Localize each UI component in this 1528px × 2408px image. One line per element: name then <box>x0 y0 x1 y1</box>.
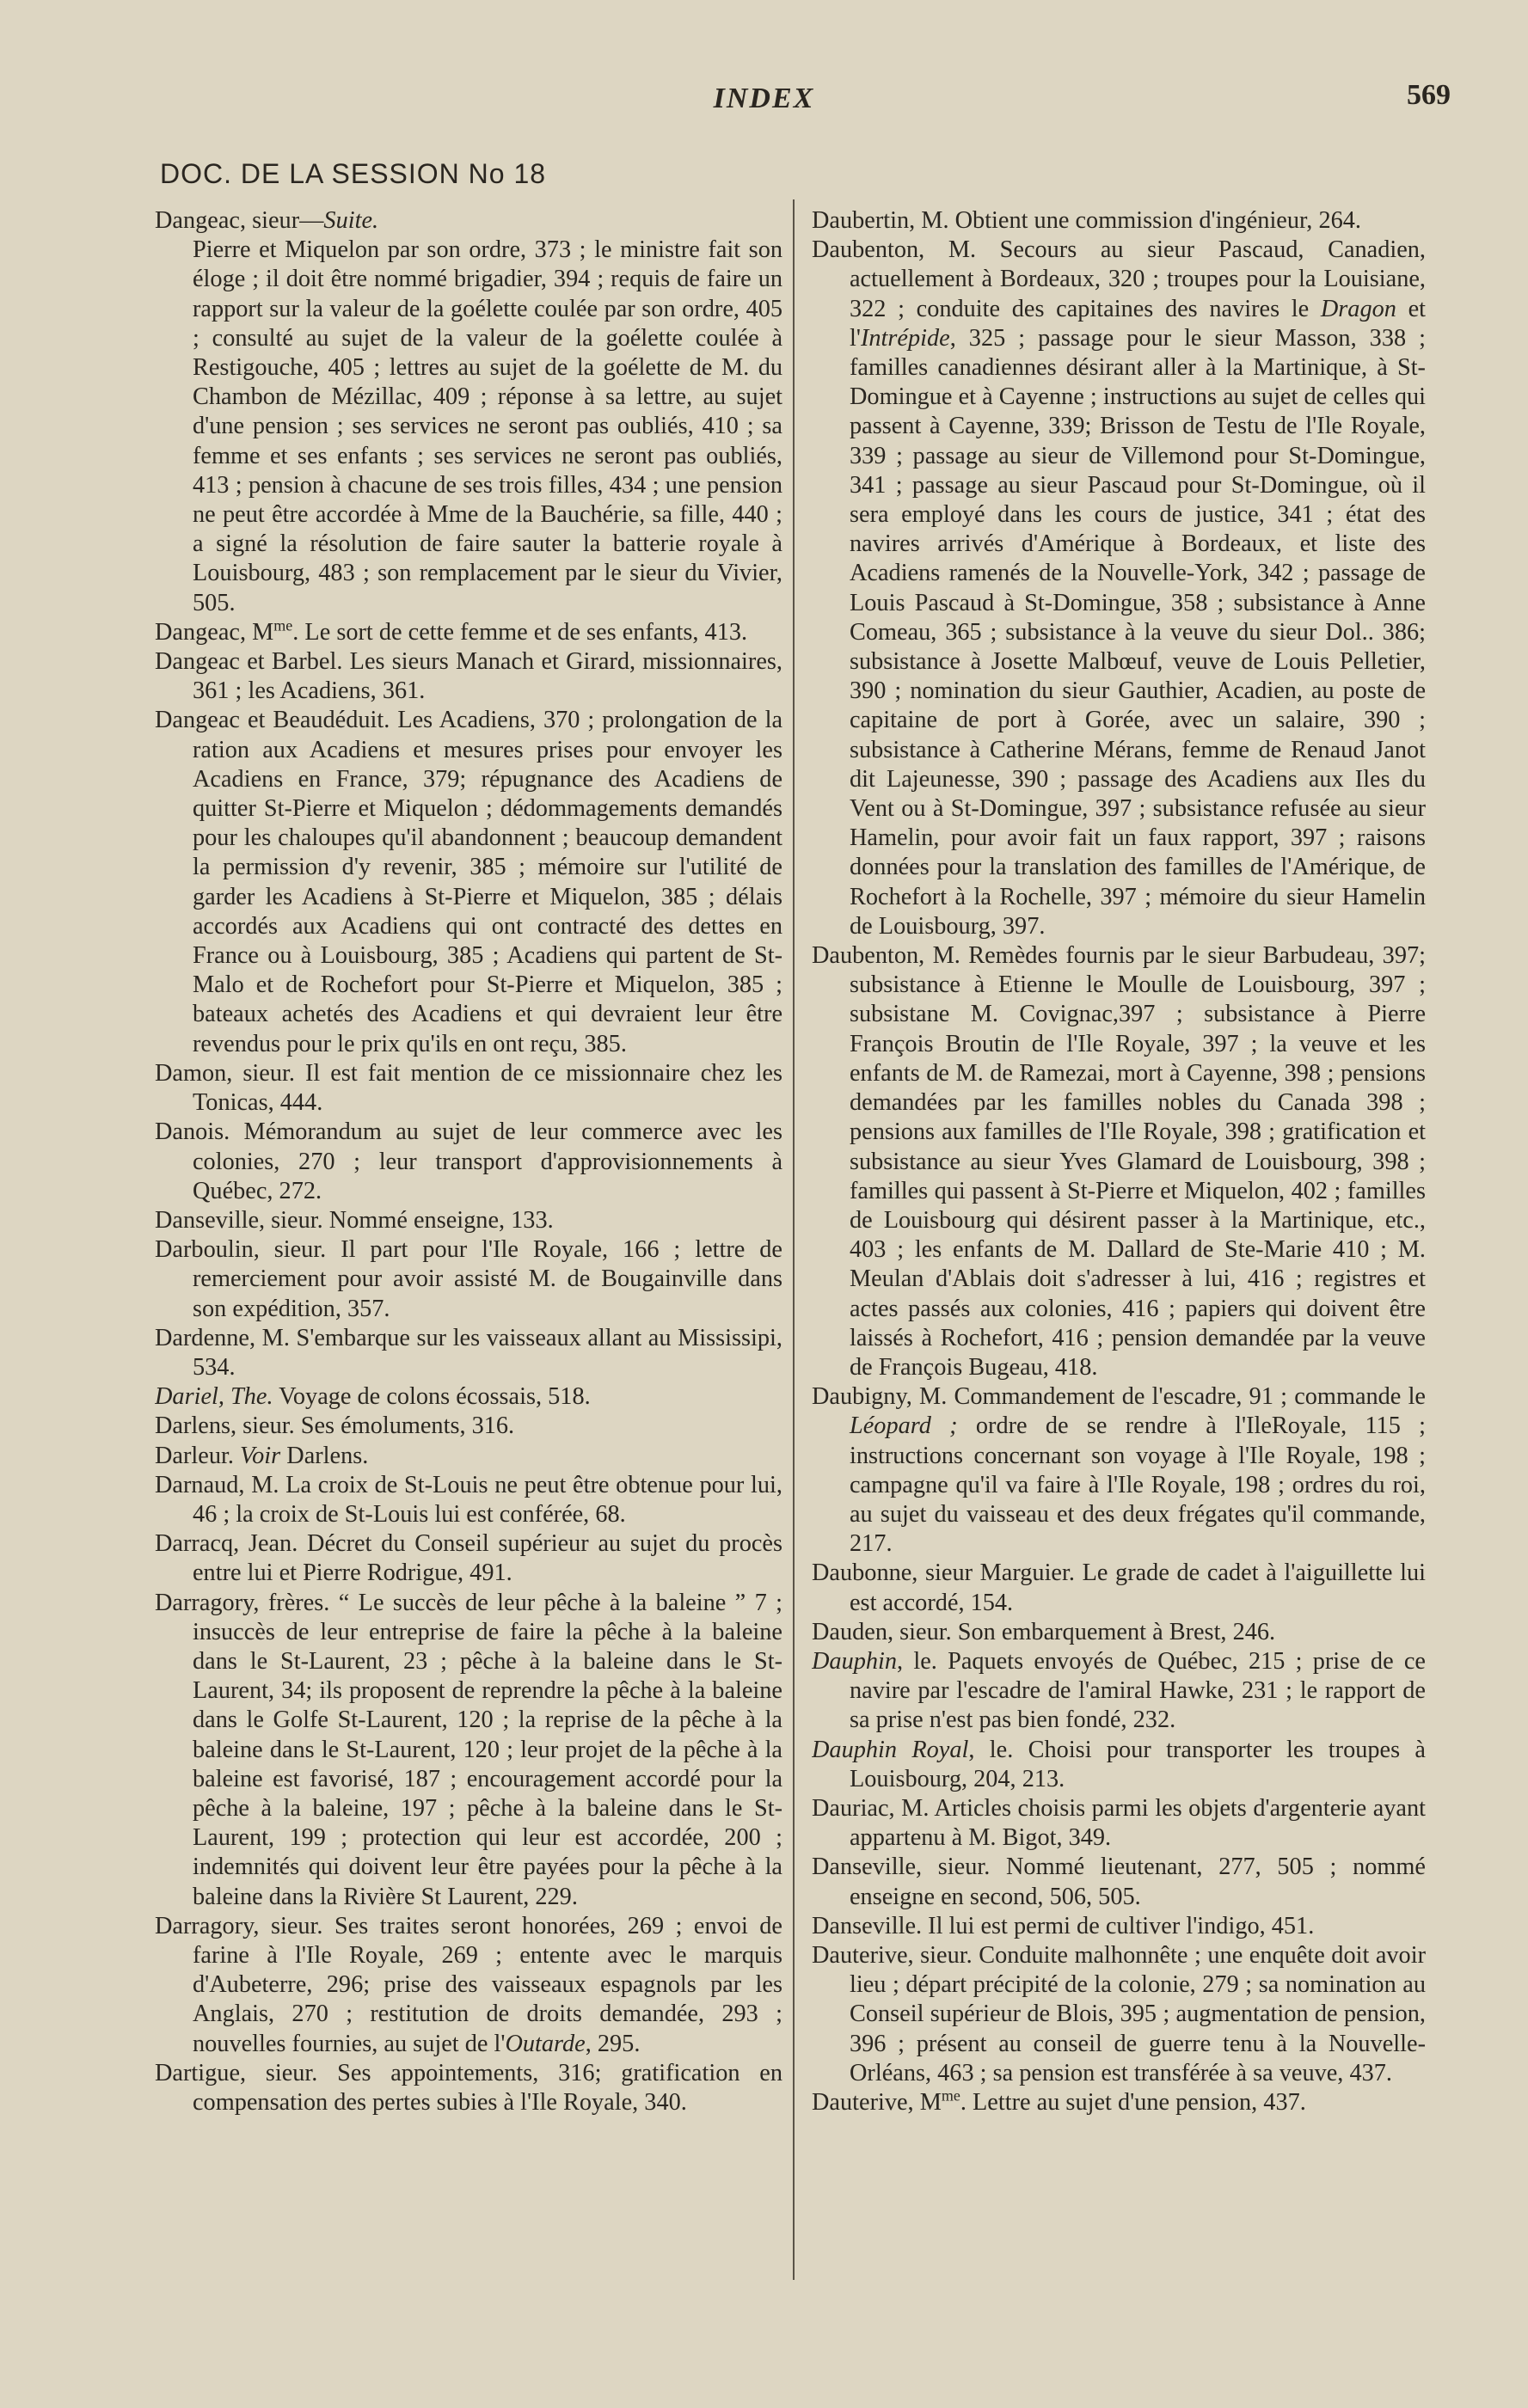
index-entry <box>155 2059 782 2117</box>
entry-superscript: me <box>273 616 293 634</box>
index-entry <box>812 1618 1426 1647</box>
entry-text: Mémorandum au sujet de leur commerce avec les colonies, 270 ; leur transport d'approvisionnements à Québec, 272. <box>193 1118 782 1204</box>
entry-heading-rest: , le. <box>897 1647 937 1675</box>
entry-italic-text: Intrépide <box>860 324 950 352</box>
entry-text <box>234 1443 240 1469</box>
index-entry <box>155 1529 782 1588</box>
entry-text: Il lui est permi de cultiver l'indigo, 451. <box>922 1912 1315 1939</box>
entry-text-tail: ordre de se rendre à l'IleRoyale, 115 ; instructions concernant son voyage à l'Ile Royale, 198 ; campagne qu'il va faire à l'Ile Royale, 198 ; ordres du roi, au sujet du vaisseau et des deux frégates qu'il commande, 217. <box>850 1412 1426 1558</box>
entry-heading: Dauterive, M <box>812 2089 942 2116</box>
entry-text: Les Acadiens, 370 ; prolongation de la ration aux Acadiens et mesures prises pour envoyer les Acadiens en France, 379; répugnance des Acadiens de quitter St-Pierre et Miquelon ; dédommagements demandés pour les chaloupes qu'il abandonnent ; beaucoup demandent la permission d'y revenir, 385 ; mémoire sur l'utilité de garder les Acadiens à St-Pierre et Miquelon, 385 ; délais accordés aux Acadiens qui ont contracté des dettes en France ou à Louisbourg, 385 ; Acadiens qui partent de St-Malo et de Rochefort pour St-Pierre et Miquelon, 385 ; bateaux achetés des Acadiens et qui devraient leur être revendus pour le prix qu'ils en ont reçu, 385. <box>193 707 782 1057</box>
entry-text: Ses appointements, 316; gratification en compensation des pertes subies à l'Ile Royale, 340. <box>193 2059 782 2116</box>
index-entry <box>155 1382 782 1412</box>
entry-text: Son embarquement à Brest, 246. <box>951 1618 1276 1645</box>
index-entry <box>155 1059 782 1118</box>
entry-text: Choisi pour transporter les troupes à Louisbourg, 204, 213. <box>850 1736 1426 1792</box>
entry-text: Ses émoluments, 316. <box>294 1412 515 1440</box>
index-entry <box>812 236 1426 941</box>
entry-heading: Darleur. <box>155 1442 234 1469</box>
entry-text: Il est fait mention de ce missionnaire chez les Tonicas, 444. <box>193 1059 782 1117</box>
entry-text: Articles choisis parmi les objets d'argenterie ayant appartenu à M. Bigot, 349. <box>850 1794 1426 1852</box>
entry-heading-rest: , le. <box>968 1736 1014 1763</box>
page-number: 569 <box>1407 79 1451 111</box>
index-entry <box>812 1794 1426 1853</box>
entry-superscript: me <box>941 2086 960 2105</box>
index-entry <box>812 941 1426 1382</box>
entry-heading: Dauriac, M. <box>812 1794 930 1822</box>
entry-heading: Darragory, frères. <box>155 1589 330 1616</box>
index-entry <box>155 1324 782 1382</box>
entry-heading: Darracq, Jean. <box>155 1530 298 1558</box>
entry-heading: Daubertin, M. <box>812 207 949 234</box>
entry-text: Obtient une commission d'ingénieur, 264. <box>948 207 1361 234</box>
index-entry <box>812 1736 1426 1794</box>
entry-heading: Danois. <box>155 1118 230 1146</box>
index-entry <box>155 706 782 1058</box>
right-column <box>812 206 1426 2313</box>
entry-text-tail: Darlens. <box>280 1442 369 1469</box>
entry-heading: Daubenton, M. <box>812 942 960 970</box>
entry-heading: Dariel, The. <box>155 1383 273 1411</box>
entry-italic-text: Léopard ; <box>850 1412 958 1440</box>
index-entry <box>812 206 1426 236</box>
entry-text-tail: , 325 ; passage pour le sieur Masson, 338 ; familles canadiennes désirant aller à la Martinique, à St-Domingue et à Cayenne ; instructions au sujet de celles qui passent à Cayenne, 339; Brisson de Testu de l'Ile Royale, 339 ; passage au sieur de Villemond pour St-Domingue, 341 ; passage au sieur Pascaud pour St-Domingue, où il sera employé dans les cours de justice, 341 ; état des navires arrivés d'Amérique à Bordeaux, et liste des Acadiens ramenés de la Nouvelle-York, 342 ; passage de Louis Pascaud à St-Domingue, 358 ; subsistance à Anne Comeau, 365 ; subsistance à la veuve du sieur Dol.. 386; subsistance à Josette Malbœuf, veuve de Louis Pelletier, 390 ; nomination du sieur Gauthier, Acadien, au poste de capitaine de port à Gorée, avec un salaire, 390 ; subsistance à Catherine Mérans, femme de Renaud Janot dit Lajeunesse, 390 ; passage des Acadiens aux Iles du Vent ou à St-Domingue, 397 ; subsistance refusée au sieur Hamelin, pour avoir fait un faux rapport, 397 ; raisons données pour la translation des familles de l'Amérique, de Rochefort à la Rochelle, 397 ; mémoire du sieur Hamelin de Louisbourg, 397. <box>850 324 1426 940</box>
entry-heading: Darnaud, M. <box>155 1471 279 1498</box>
entry-italic-text: Voir <box>240 1442 281 1469</box>
index-entry <box>155 1235 782 1324</box>
index-entry <box>155 1589 782 1912</box>
entry-heading: Dauden, sieur. <box>812 1618 952 1645</box>
index-entry <box>155 1118 782 1206</box>
index-entry <box>155 1471 782 1529</box>
entry-heading: Dangeac et Barbel. <box>155 648 343 676</box>
entry-text: Il part pour l'Ile Royale, 166 ; lettre de remerciement pour avoir assisté M. de Bougainville dans son expédition, 357. <box>193 1236 782 1322</box>
entry-heading: Dauterive, sieur. <box>812 1941 973 1969</box>
entry-text: Remèdes fournis par le sieur Barbudeau, 397; subsistance à Etienne le Moulle de Louisbourg, 397 ; subsistane M. Covignac,397 ; subsistance à Pierre François Broutin de l'Ile Royale, 397 ; la veuve et les enfants de M. de Ramezai, mort à Cayenne, 398 ; pensions demandées par les familles nobles du Canada 398 ; pensions aux familles de l'Ile Royale, 398 ; gratification et subsistance au sieur Yves Glamard de Louisbourg, 398 ; familles qui passent à St-Pierre et Miquelon, 402 ; familles de Louisbourg qui désirent passer à la Martinique, etc., 403 ; les enfants de M. Dallard de Ste-Marie 410 ; M. Meulan d'Ablais doit s'adresser à lui, 416 ; registres et actes passés aux colonies, 416 ; papiers qui doivent être laissés à Rochefort, 416 ; pension demandée par la veuve de François Bugeau, 418. <box>850 942 1426 1381</box>
entry-heading: Darboulin, sieur. <box>155 1236 327 1264</box>
entry-text: Secours au sieur Pascaud, Canadien, actuellement à Bordeaux, 320 ; troupes pour la Louisiane, 322 ; conduite des capitaines des navires le <box>850 236 1426 322</box>
entry-heading-italic: Suite. <box>323 207 379 234</box>
index-entry <box>812 1912 1426 1941</box>
entry-text: Les sieurs Manach et Girard, missionnaires, 361 ; les Acadiens, 361. <box>193 648 782 705</box>
entry-text: Le grade de cadet à l'aiguillette lui est accordé, 154. <box>850 1559 1426 1616</box>
entry-heading: Daubenton, M. <box>812 236 977 264</box>
entry-text: Pierre et Miquelon par son ordre, 373 ; le ministre fait son éloge ; il doit être nommé brigadier, 394 ; requis de faire un rapport sur la valeur de la goélette coulée par son ordre, 405 ; consulté au sujet de la valeur de la goélette coulée à Restigouche, 405 ; lettres au sujet de la goélette de M. du Chambon de Mézillac, 409 ; réponse à sa lettre, au sujet d'une pension ; ses services ne seront pas oubliés, 410 ; sa femme et ses enfants ; ses services ne seront pas oubliés, 413 ; pension à chacune de ses trois filles, 434 ; une pension ne peut être accordée à Mme de la Bauchérie, sa fille, 440 ; a signé la résolution de faire sauter la batterie royale à Louisbourg, 483 ; son remplacement par le sieur du Vivier, 505. <box>193 236 782 616</box>
entry-heading: Dartigue, sieur. <box>155 2059 318 2086</box>
entry-text: Décret du Conseil supérieur au sujet du procès entre lui et Pierre Rodrigue, 491. <box>193 1530 782 1587</box>
entry-text: Nommé enseigne, 133. <box>322 1206 554 1234</box>
entry-text: . Lettre au sujet d'une pension, 437. <box>960 2089 1306 2116</box>
entry-text: Voyage de colons écossais, 518. <box>273 1383 591 1411</box>
entry-text: Ses traites seront honorées, 269 ; envoi de farine à l'Ile Royale, 269 ; entente avec le marquis d'Aubeterre, 296; prise des vaisseaux espagnols par les Anglais, 270 ; restitution de droits demandée, 293 ; nouvelles fournies, au sujet de l' <box>193 1912 782 2057</box>
left-column <box>155 206 782 2313</box>
index-entry <box>155 1912 782 2059</box>
entry-text: Nommé lieutenant, 277, 505 ; nommé enseigne en second, 506, 505. <box>850 1853 1426 1910</box>
index-entry <box>812 1853 1426 1911</box>
index-entry <box>812 1647 1426 1736</box>
entry-heading: Damon, sieur. <box>155 1059 295 1087</box>
session-label: DOC. DE LA SESSION No 18 <box>160 158 547 189</box>
column-divider <box>793 199 795 2280</box>
index-entry <box>155 206 782 236</box>
index-entry <box>812 1559 1426 1617</box>
entry-text: “ Le succès de leur pêche à la baleine ” 7 ; insuccès de leur entreprise de faire la pêche à la baleine dans le St-Laurent, 23 ; pêche à la baleine dans le St-Laurent, 34; ils proposent de reprendre la pêche à la baleine dans le Golfe St-Laurent, 120 ; la reprise de la pêche à la baleine dans le St-Laurent, 120 ; leur projet de la pêche à la baleine est favorisé, 187 ; encouragement accordé pour la pêche à la baleine, 197 ; pêche à la baleine dans le St-Laurent, 199 ; protection qui leur est accordée, 200 ; indemnités qui doivent leur être payées pour la pêche à la baleine dans la Rivière St Laurent, 229. <box>193 1589 782 1910</box>
running-title: INDEX <box>713 83 815 114</box>
entry-text: S'embarque sur les vaisseaux allant au Mississipi, 534. <box>193 1324 782 1381</box>
entry-heading: Danseville, sieur. <box>812 1853 991 1881</box>
entry-italic-text: Outarde <box>505 2030 586 2057</box>
entry-heading: Danseville, sieur. <box>155 1206 323 1234</box>
entry-heading: Darlens, sieur. <box>155 1412 295 1440</box>
index-entry <box>155 1442 782 1471</box>
entry-text: La croix de St-Louis ne peut être obtenue pour lui, 46 ; la croix de St-Louis lui est conférée, 68. <box>193 1471 782 1528</box>
index-entry <box>155 1206 782 1235</box>
entry-heading: Dauphin Royal <box>812 1736 969 1763</box>
entry-text-tail: et l' <box>850 295 1426 352</box>
index-entry <box>155 647 782 706</box>
entry-heading: Dangeac, M <box>155 618 274 646</box>
entry-heading: Dardenne, M. <box>155 1324 290 1351</box>
entry-heading: Dauphin <box>812 1647 898 1675</box>
entry-text: Conduite malhonnête ; une enquête doit avoir lieu ; départ précipité de la colonie, 279 ; sa nomination au Conseil supérieur de Blois, 395 ; augmentation de pension, 396 ; présent au conseil de guerre tenu à la Nouvelle-Orléans, 463 ; sa pension est transférée à sa veuve, 437. <box>850 1941 1426 2086</box>
index-entry <box>812 1941 1426 2088</box>
entry-text: Paquets envoyés de Québec, 215 ; prise de ce navire par l'escadre de l'amiral Hawke, 231 ; le rapport de sa prise n'est pas bien fondé, 232. <box>850 1647 1426 1734</box>
index-entry <box>812 1382 1426 1559</box>
entry-heading: Daubigny, M. <box>812 1383 948 1411</box>
index-entry <box>812 2088 1426 2117</box>
entry-italic-text: Dragon <box>1320 295 1396 322</box>
index-entry <box>155 618 782 647</box>
entry-heading: Dangeac et Beaudéduit. <box>155 707 390 734</box>
entry-text-tail: , 295. <box>585 2030 641 2057</box>
entry-heading: Daubonne, sieur Marguier. <box>812 1559 1075 1587</box>
entry-heading: Dangeac, sieur— <box>155 207 324 234</box>
entry-heading: Darragory, sieur. <box>155 1912 323 1939</box>
entry-text: . Le sort de cette femme et de ses enfants, 413. <box>292 618 748 646</box>
entry-text: Commandement de l'escadre, 91 ; commande le <box>947 1383 1426 1411</box>
entry-heading: Danseville. <box>812 1912 923 1939</box>
index-entry <box>155 1412 782 1441</box>
index-entry <box>155 236 782 618</box>
